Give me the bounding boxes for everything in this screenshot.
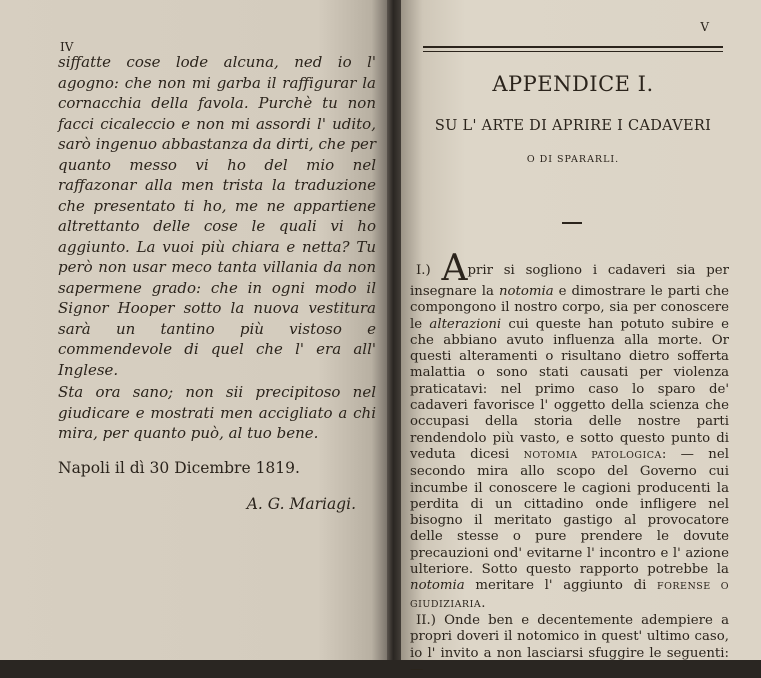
section-2-text: Onde ben e decentemente adempiere a propri doveri il notomico in quest' ultimo caso, io l' invito a non lasciarsi sfuggire le seguenti: — [410, 612, 729, 677]
date-line: Napoli il dì 30 Dicembre 1819. [58, 458, 300, 477]
drop-cap: A [441, 248, 468, 289]
small-caps-term: FORENSE O GIUDIZIARIA [410, 581, 729, 610]
header-rule [423, 46, 723, 48]
section-1-text: prir si sogliono i cadaveri sia per insegnare la [410, 263, 729, 299]
appendix-title: APPENDICE I. [492, 72, 654, 96]
header-rule-thin [423, 51, 723, 52]
appendix-subsubtitle: O DI SPARARLI. [526, 154, 620, 165]
section-1-text: : — nel secondo mira allo scopo del Governo cui incumbe il conoscere le cagioni producenti la perdita di un cittadino onde infligere nel bisogno il meritato gastigo al provocatore delle stesse o pure prendere le dovute precauzioni ond' evitarne l' incontro e l' azione ulteriore. Sotto questo rapporto potrebbe la [410, 446, 729, 578]
preface-text [58, 52, 376, 515]
appendix-body [410, 248, 730, 678]
section-1-text: . [481, 595, 486, 611]
signature: A. G. Mariagi. [246, 495, 356, 513]
italic-term: notomia [410, 578, 465, 594]
section-2-number: II.) [416, 612, 436, 628]
preface-closing: Sta ora sano; non sii precipitoso nel giudicare e mostrati men accigliato a chi mira, per quanto può, al tuo bene. [58, 383, 376, 442]
section-2 [410, 613, 729, 678]
preface-paragraph: siffatte cose lode alcuna, ned io l' agogno: che non mi garba il raffigurar la cornacchia della favola. Purchè tu non facci cicaleccio e non mi assordi l' udito, sarò ingenuo abbastanza da dirti, che per quanto messo vi ho del mio nel raffazonar alla men trista la traduzione che presentato ti ho, me ne appartiene altrettanto delle cose le quali vi ho aggiunto. La vuoi più chiara e netta? Tu però non usar meco tanta villania da non sapermene grado: che in ogni modo il Signor Hooper sotto la nuova vestitura sarà un tantino più vistoso e commendevole di quel che l' era all' Inglese. [58, 53, 376, 379]
italic-term: notomia [498, 284, 554, 299]
section-1-number: I.) [416, 263, 431, 278]
small-caps-term: NOTOMIA PATOLOGICA [523, 449, 662, 461]
section-divider [562, 222, 582, 224]
appendix-subtitle: SU L' ARTE DI APRIRE I CADAVERI [434, 118, 712, 134]
section-1-text: cui queste han potuto subire e che abbiano avuto influenza alla morte. Or questi alteramenti o risultano dietro sofferta malattia o sono stati causati per violenza praticatavi: nel primo caso lo sparo de' cadaveri favorisce l' oggetto della scienza che occupasi della storia delle nostre parti rendendolo più vasto, e sotto questo punto di veduta dicesi [410, 316, 729, 462]
right-page-number: V [700, 20, 709, 34]
section-1-text: e dimostrare le parti che compongono il nostro corpo, sia per conoscere le [410, 284, 730, 332]
left-page-number: IV [60, 40, 74, 54]
book-gutter [387, 0, 401, 660]
section-1 [410, 248, 730, 613]
section-1-text: meritare l' aggiunto di [464, 578, 658, 594]
italic-term: alterazioni [429, 316, 502, 332]
